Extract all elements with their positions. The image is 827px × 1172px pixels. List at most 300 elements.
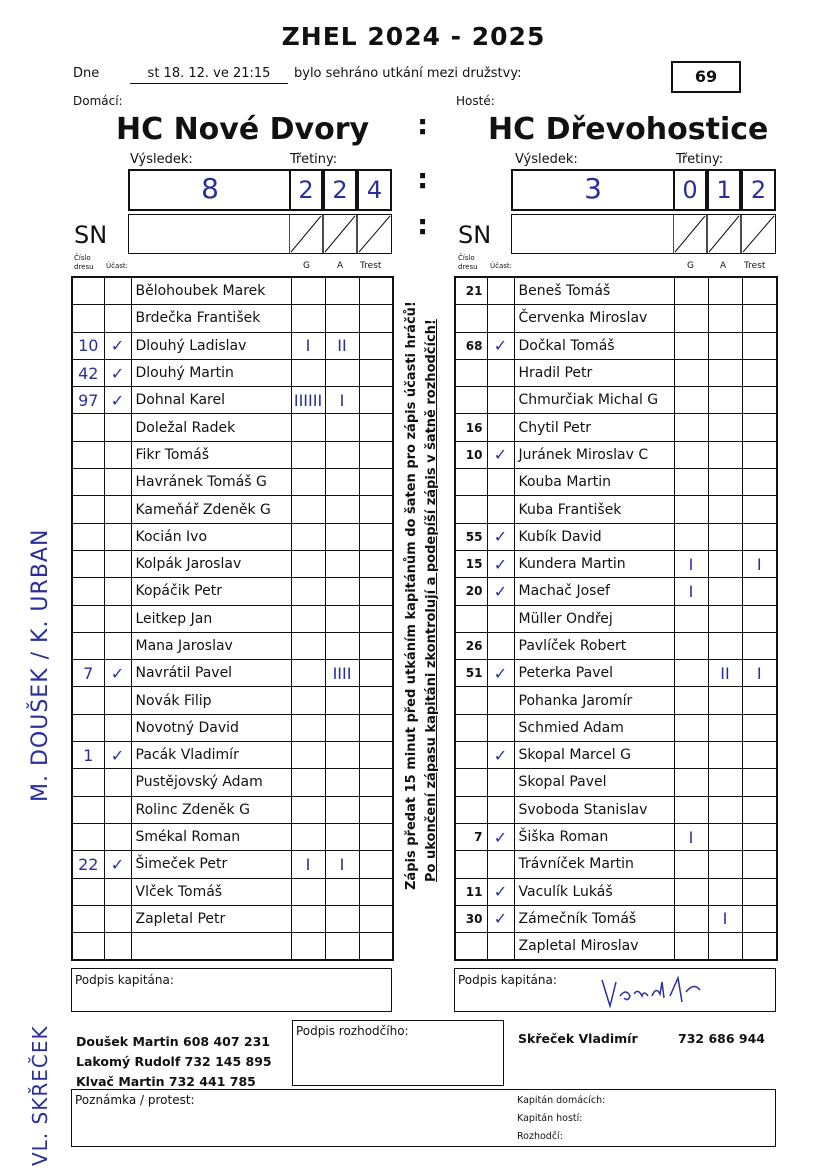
table-row (72, 305, 393, 332)
player-attendance[interactable] (487, 796, 514, 823)
player-number[interactable] (72, 441, 104, 468)
player-number[interactable]: 21 (455, 277, 487, 305)
player-penalty[interactable] (742, 878, 777, 905)
player-assists[interactable] (325, 632, 359, 659)
player-number[interactable] (455, 742, 487, 769)
referee-list (76, 1032, 272, 1092)
player-number[interactable] (72, 550, 104, 577)
player-number[interactable] (72, 414, 104, 441)
player-number[interactable]: 51 (455, 660, 487, 687)
table-row (455, 414, 777, 441)
player-assists[interactable] (708, 796, 742, 823)
player-attendance[interactable] (104, 632, 131, 659)
player-name: Vlček Tomáš (131, 878, 291, 905)
player-name: Novotný David (131, 714, 291, 741)
player-assists[interactable] (325, 550, 359, 577)
player-number[interactable] (455, 605, 487, 632)
player-assists[interactable] (325, 796, 359, 823)
player-penalty[interactable] (359, 878, 393, 905)
player-assists[interactable]: I (708, 905, 742, 932)
player-goals[interactable] (674, 496, 708, 523)
player-assists[interactable] (325, 359, 359, 386)
player-penalty[interactable] (742, 687, 777, 714)
player-number[interactable]: 26 (455, 632, 487, 659)
player-goals[interactable] (291, 823, 325, 850)
player-assists[interactable]: I (325, 387, 359, 414)
player-number[interactable]: 1 (72, 742, 104, 769)
player-goals[interactable] (674, 878, 708, 905)
player-number[interactable]: 10 (72, 332, 104, 359)
player-number[interactable] (455, 387, 487, 414)
player-name: Kouba Martin (514, 469, 674, 496)
player-goals[interactable] (291, 359, 325, 386)
player-number[interactable]: 15 (455, 550, 487, 577)
player-assists[interactable] (325, 905, 359, 932)
player-number[interactable] (455, 359, 487, 386)
player-goals[interactable] (291, 632, 325, 659)
player-penalty[interactable] (359, 742, 393, 769)
player-penalty[interactable] (742, 523, 777, 550)
player-goals[interactable] (291, 277, 325, 305)
player-attendance[interactable] (104, 933, 131, 961)
player-attendance[interactable] (104, 441, 131, 468)
away-period-2: 1 (716, 176, 732, 204)
player-assists[interactable] (325, 414, 359, 441)
sn-separator: : (417, 208, 429, 241)
player-goals[interactable] (291, 550, 325, 577)
player-attendance[interactable] (104, 905, 131, 932)
player-assists[interactable] (708, 878, 742, 905)
home-captain-signature-box[interactable] (71, 968, 392, 1012)
player-attendance[interactable] (487, 714, 514, 741)
player-assists[interactable] (708, 414, 742, 441)
player-assists[interactable]: IIII (325, 660, 359, 687)
home-period-1: 2 (298, 176, 314, 204)
player-penalty[interactable] (742, 933, 777, 961)
player-assists[interactable] (325, 496, 359, 523)
captain-home-label: Kapitán domácích: (517, 1095, 606, 1106)
player-goals[interactable] (291, 742, 325, 769)
player-penalty[interactable] (742, 387, 777, 414)
player-attendance[interactable] (104, 796, 131, 823)
player-assists[interactable] (708, 305, 742, 332)
player-goals[interactable] (674, 414, 708, 441)
player-number[interactable]: 22 (72, 851, 104, 878)
player-penalty[interactable] (742, 332, 777, 359)
player-assists[interactable]: II (325, 332, 359, 359)
table-row (72, 933, 393, 961)
player-penalty[interactable] (742, 742, 777, 769)
player-number[interactable]: 97 (72, 387, 104, 414)
player-assists[interactable]: I (325, 851, 359, 878)
player-goals[interactable] (291, 414, 325, 441)
player-penalty[interactable] (359, 332, 393, 359)
player-goals[interactable]: I (291, 851, 325, 878)
player-assists[interactable] (708, 550, 742, 577)
player-number[interactable] (72, 878, 104, 905)
player-number[interactable]: 7 (455, 823, 487, 850)
table-row (455, 714, 777, 741)
player-number[interactable] (72, 523, 104, 550)
player-number[interactable] (455, 851, 487, 878)
player-attendance[interactable]: ✓ (487, 742, 514, 769)
player-assists[interactable] (708, 332, 742, 359)
player-attendance[interactable]: ✓ (487, 523, 514, 550)
player-goals[interactable] (291, 769, 325, 796)
player-number[interactable] (455, 714, 487, 741)
player-attendance[interactable] (487, 414, 514, 441)
player-number[interactable]: 20 (455, 578, 487, 605)
player-attendance[interactable]: ✓ (104, 359, 131, 386)
player-number[interactable] (72, 714, 104, 741)
player-penalty[interactable] (359, 905, 393, 932)
player-penalty[interactable]: I (742, 660, 777, 687)
player-name: Navrátil Pavel (131, 660, 291, 687)
player-number[interactable] (72, 796, 104, 823)
player-assists[interactable] (708, 687, 742, 714)
player-goals[interactable] (291, 469, 325, 496)
home-period-1-cell (289, 169, 323, 211)
player-goals[interactable] (291, 441, 325, 468)
referee-3: Klvač Martin 732 441 785 (76, 1074, 256, 1089)
player-attendance[interactable] (487, 851, 514, 878)
player-assists[interactable] (325, 769, 359, 796)
player-penalty[interactable] (359, 823, 393, 850)
table-row (455, 769, 777, 796)
player-penalty[interactable] (742, 905, 777, 932)
player-attendance[interactable] (487, 496, 514, 523)
player-number[interactable] (72, 305, 104, 332)
player-goals[interactable] (291, 687, 325, 714)
player-penalty[interactable] (359, 469, 393, 496)
player-goals[interactable] (674, 441, 708, 468)
player-attendance[interactable] (487, 769, 514, 796)
player-penalty[interactable] (742, 632, 777, 659)
player-name: Müller Ondřej (514, 605, 674, 632)
player-number[interactable] (455, 769, 487, 796)
player-penalty[interactable] (359, 496, 393, 523)
player-assists[interactable] (708, 851, 742, 878)
player-goals[interactable] (674, 387, 708, 414)
away-sn-label: SN (458, 221, 492, 249)
player-assists[interactable] (708, 359, 742, 386)
player-attendance[interactable] (104, 878, 131, 905)
player-penalty[interactable] (742, 769, 777, 796)
player-number[interactable] (72, 578, 104, 605)
player-penalty[interactable] (359, 305, 393, 332)
player-goals[interactable] (674, 933, 708, 961)
player-attendance[interactable]: ✓ (487, 332, 514, 359)
player-attendance[interactable] (487, 387, 514, 414)
player-penalty[interactable] (742, 359, 777, 386)
player-number[interactable]: 7 (72, 660, 104, 687)
player-penalty[interactable] (742, 305, 777, 332)
player-attendance[interactable]: ✓ (104, 387, 131, 414)
away-roster-table (454, 276, 778, 961)
player-assists[interactable] (325, 305, 359, 332)
player-goals[interactable] (291, 578, 325, 605)
player-attendance[interactable]: ✓ (487, 550, 514, 577)
player-attendance[interactable] (104, 414, 131, 441)
player-goals[interactable] (291, 496, 325, 523)
player-penalty[interactable] (359, 441, 393, 468)
player-goals[interactable] (674, 332, 708, 359)
player-number[interactable] (72, 823, 104, 850)
player-goals[interactable] (674, 277, 708, 305)
player-name: Pustějovský Adam (131, 769, 291, 796)
player-goals[interactable] (674, 714, 708, 741)
player-attendance[interactable]: ✓ (487, 441, 514, 468)
player-number[interactable] (455, 933, 487, 961)
player-number[interactable] (72, 496, 104, 523)
player-number[interactable] (455, 469, 487, 496)
player-attendance[interactable]: ✓ (487, 660, 514, 687)
player-attendance[interactable] (104, 277, 131, 305)
player-number[interactable] (72, 632, 104, 659)
player-name: Zapletal Petr (131, 905, 291, 932)
player-number[interactable] (455, 687, 487, 714)
player-number[interactable] (72, 933, 104, 961)
away-captain-signature-label: Podpis kapitána: (458, 973, 557, 987)
player-attendance[interactable] (487, 933, 514, 961)
player-assists[interactable] (708, 523, 742, 550)
player-penalty[interactable] (359, 578, 393, 605)
player-number[interactable]: 10 (455, 441, 487, 468)
player-penalty[interactable]: I (742, 550, 777, 577)
player-goals[interactable] (674, 605, 708, 632)
player-penalty[interactable] (359, 277, 393, 305)
table-row (72, 878, 393, 905)
player-penalty[interactable] (742, 441, 777, 468)
player-name: Kolpák Jaroslav (131, 550, 291, 577)
player-goals[interactable] (291, 305, 325, 332)
player-attendance[interactable] (104, 523, 131, 550)
player-attendance[interactable]: ✓ (487, 878, 514, 905)
player-assists[interactable] (325, 441, 359, 468)
player-goals[interactable] (674, 660, 708, 687)
player-goals[interactable] (674, 905, 708, 932)
player-penalty[interactable] (359, 660, 393, 687)
player-penalty[interactable] (359, 687, 393, 714)
player-penalty[interactable] (742, 578, 777, 605)
note-box[interactable] (71, 1089, 776, 1147)
player-attendance[interactable] (487, 277, 514, 305)
player-assists[interactable] (708, 387, 742, 414)
player-goals[interactable] (674, 523, 708, 550)
player-assists[interactable] (708, 632, 742, 659)
player-number[interactable]: 68 (455, 332, 487, 359)
player-assists[interactable] (325, 742, 359, 769)
player-penalty[interactable] (359, 605, 393, 632)
player-goals[interactable] (291, 878, 325, 905)
player-goals[interactable]: IIIIII (291, 387, 325, 414)
player-number[interactable]: 16 (455, 414, 487, 441)
player-penalty[interactable] (742, 823, 777, 850)
player-assists[interactable] (325, 714, 359, 741)
referee-signature-box[interactable] (292, 1020, 504, 1086)
player-attendance[interactable] (487, 305, 514, 332)
player-attendance[interactable]: ✓ (104, 851, 131, 878)
table-row (72, 823, 393, 850)
player-name: Brdečka František (131, 305, 291, 332)
player-penalty[interactable] (359, 714, 393, 741)
player-assists[interactable] (708, 933, 742, 961)
player-goals[interactable] (291, 933, 325, 961)
player-assists[interactable] (708, 605, 742, 632)
player-attendance[interactable] (104, 605, 131, 632)
player-number[interactable] (72, 469, 104, 496)
player-number[interactable]: 30 (455, 905, 487, 932)
player-goals[interactable]: I (291, 332, 325, 359)
player-assists[interactable] (708, 714, 742, 741)
player-attendance[interactable] (487, 605, 514, 632)
player-goals[interactable] (674, 687, 708, 714)
player-attendance[interactable] (104, 823, 131, 850)
player-number[interactable] (455, 796, 487, 823)
player-attendance[interactable]: ✓ (487, 578, 514, 605)
table-row (72, 687, 393, 714)
player-assists[interactable] (325, 933, 359, 961)
player-assists[interactable] (708, 578, 742, 605)
player-name: Červenka Miroslav (514, 305, 674, 332)
player-assists[interactable] (325, 578, 359, 605)
player-name: Pacák Vladimír (131, 742, 291, 769)
home-col-a: A (337, 261, 344, 271)
player-attendance[interactable]: ✓ (104, 742, 131, 769)
player-penalty[interactable] (359, 414, 393, 441)
table-row (72, 277, 393, 305)
player-attendance[interactable] (104, 687, 131, 714)
player-goals[interactable] (674, 359, 708, 386)
player-goals[interactable]: I (674, 550, 708, 577)
home-captain-signature-label: Podpis kapitána: (75, 973, 174, 987)
player-goals[interactable] (291, 796, 325, 823)
player-attendance[interactable] (104, 769, 131, 796)
player-assists[interactable] (325, 878, 359, 905)
player-name: Bělohoubek Marek (131, 277, 291, 305)
player-name: Novák Filip (131, 687, 291, 714)
player-assists[interactable]: II (708, 660, 742, 687)
player-attendance[interactable] (104, 305, 131, 332)
player-penalty[interactable] (359, 796, 393, 823)
table-row (72, 905, 393, 932)
table-row (72, 387, 393, 414)
table-row (72, 359, 393, 386)
note-label: Poznámka / protest: (75, 1093, 195, 1107)
player-attendance[interactable]: ✓ (487, 823, 514, 850)
player-penalty[interactable] (359, 359, 393, 386)
player-attendance[interactable] (104, 496, 131, 523)
player-name: Chmurčiak Michal G (514, 387, 674, 414)
player-goals[interactable] (291, 605, 325, 632)
player-penalty[interactable] (742, 796, 777, 823)
player-attendance[interactable] (104, 578, 131, 605)
player-number[interactable]: 55 (455, 523, 487, 550)
away-team-name: HC Dřevohostice (488, 112, 769, 147)
table-row (455, 496, 777, 523)
player-number[interactable] (455, 305, 487, 332)
player-attendance[interactable] (487, 469, 514, 496)
player-penalty[interactable] (742, 851, 777, 878)
player-assists[interactable] (325, 605, 359, 632)
player-number[interactable] (455, 496, 487, 523)
player-number[interactable] (72, 905, 104, 932)
player-goals[interactable] (291, 523, 325, 550)
player-number[interactable]: 42 (72, 359, 104, 386)
player-penalty[interactable] (359, 550, 393, 577)
player-goals[interactable] (674, 469, 708, 496)
away-period-1-cell (673, 169, 707, 211)
player-penalty[interactable] (742, 414, 777, 441)
player-penalty[interactable] (359, 632, 393, 659)
player-attendance[interactable]: ✓ (487, 905, 514, 932)
player-assists[interactable] (708, 742, 742, 769)
player-penalty[interactable] (742, 496, 777, 523)
player-attendance[interactable]: ✓ (104, 660, 131, 687)
player-number[interactable] (72, 769, 104, 796)
player-goals[interactable] (674, 305, 708, 332)
player-assists[interactable] (708, 441, 742, 468)
player-assists[interactable] (325, 277, 359, 305)
player-attendance[interactable]: ✓ (104, 332, 131, 359)
player-penalty[interactable] (742, 714, 777, 741)
contact-phone: 732 686 944 (678, 1031, 765, 1046)
player-attendance[interactable] (487, 687, 514, 714)
player-goals[interactable] (674, 632, 708, 659)
player-assists[interactable] (708, 769, 742, 796)
player-assists[interactable] (708, 469, 742, 496)
away-period-3: 2 (750, 176, 767, 204)
player-assists[interactable] (708, 823, 742, 850)
notice-line-2: Po ukončení zápasu kapitáni zkontrolují a podepíší zápis v šatně rozhodčích! (424, 319, 439, 882)
player-goals[interactable] (291, 714, 325, 741)
player-attendance[interactable] (487, 359, 514, 386)
player-penalty[interactable] (742, 277, 777, 305)
player-penalty[interactable] (742, 605, 777, 632)
player-assists[interactable] (325, 523, 359, 550)
player-penalty[interactable] (359, 387, 393, 414)
player-goals[interactable]: I (674, 823, 708, 850)
player-assists[interactable] (708, 496, 742, 523)
player-number[interactable] (72, 605, 104, 632)
player-goals[interactable] (291, 660, 325, 687)
player-attendance[interactable] (104, 469, 131, 496)
player-number[interactable]: 11 (455, 878, 487, 905)
player-penalty[interactable] (359, 769, 393, 796)
player-attendance[interactable] (104, 714, 131, 741)
player-number[interactable] (72, 687, 104, 714)
player-goals[interactable] (674, 742, 708, 769)
player-attendance[interactable] (104, 550, 131, 577)
player-assists[interactable] (325, 823, 359, 850)
player-goals[interactable] (291, 905, 325, 932)
player-assists[interactable] (325, 687, 359, 714)
player-attendance[interactable] (487, 632, 514, 659)
player-goals[interactable] (674, 769, 708, 796)
player-penalty[interactable] (359, 851, 393, 878)
player-penalty[interactable] (359, 523, 393, 550)
player-goals[interactable] (674, 851, 708, 878)
player-assists[interactable] (708, 277, 742, 305)
table-row (455, 441, 777, 468)
player-goals[interactable] (674, 796, 708, 823)
table-row (455, 550, 777, 577)
player-penalty[interactable] (359, 933, 393, 961)
player-assists[interactable] (325, 469, 359, 496)
player-number[interactable] (72, 277, 104, 305)
player-penalty[interactable] (742, 469, 777, 496)
player-goals[interactable]: I (674, 578, 708, 605)
